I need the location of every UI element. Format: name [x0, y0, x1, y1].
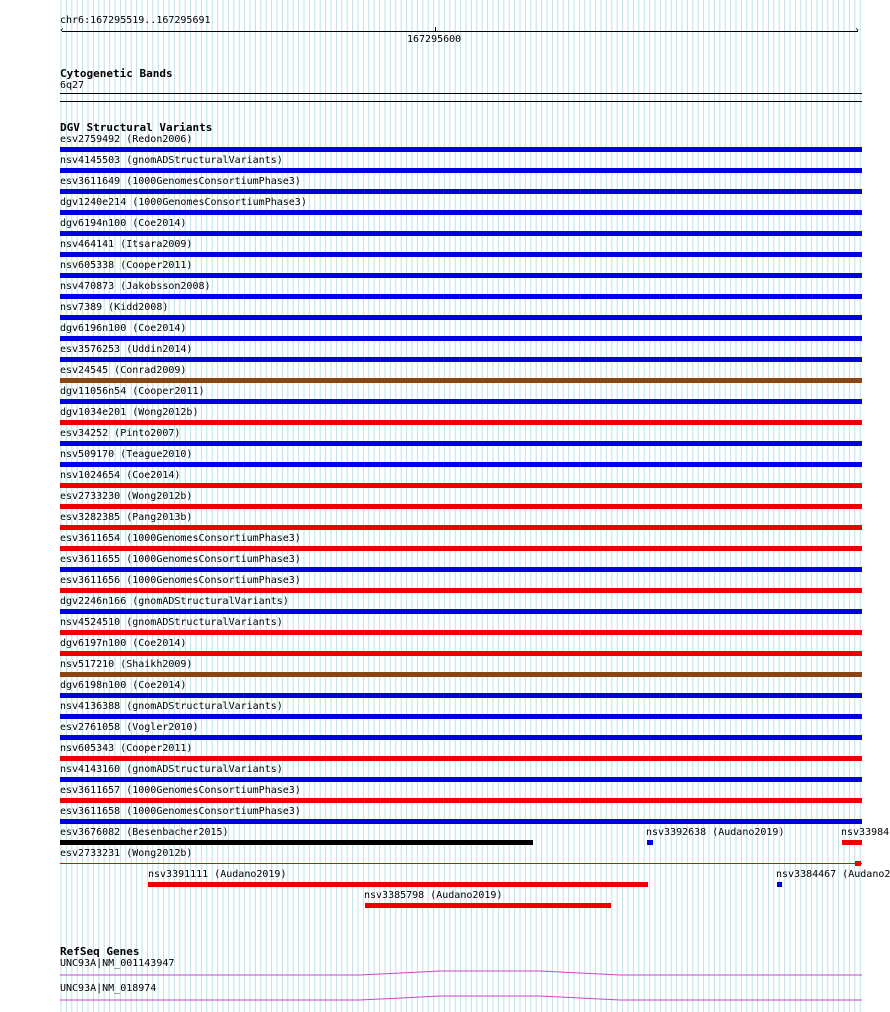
- variant-label[interactable]: esv3611654 (1000GenomesConsortiumPhase3): [60, 533, 301, 544]
- variant-label[interactable]: dgv6194n100 (Coe2014): [60, 218, 187, 229]
- variant-label[interactable]: nsv4524510 (gnomADStructuralVariants): [60, 617, 283, 628]
- variant-label[interactable]: esv3282385 (Pang2013b): [60, 512, 193, 523]
- variant-label[interactable]: nsv605343 (Cooper2011): [60, 743, 193, 754]
- variant-bar[interactable]: [60, 231, 862, 236]
- variant-bar[interactable]: [60, 189, 862, 194]
- variant-label[interactable]: nsv509170 (Teague2010): [60, 449, 193, 460]
- variant-label[interactable]: nsv1024654 (Coe2014): [60, 470, 181, 481]
- variant-bar[interactable]: [60, 546, 862, 551]
- variant-label[interactable]: nsv517210 (Shaikh2009): [60, 659, 193, 670]
- variant-bar-audano-3392638[interactable]: [647, 840, 653, 845]
- cytoband-line-top: [60, 93, 862, 94]
- variant-label[interactable]: dgv1034e201 (Wong2012b): [60, 407, 199, 418]
- variant-label[interactable]: nsv4136388 (gnomADStructuralVariants): [60, 701, 283, 712]
- variant-label[interactable]: dgv6196n100 (Coe2014): [60, 323, 187, 334]
- variant-bar[interactable]: [60, 168, 862, 173]
- variant-label[interactable]: esv3576253 (Uddin2014): [60, 344, 193, 355]
- variant-bar[interactable]: [60, 714, 862, 719]
- variant-label[interactable]: esv24545 (Conrad2009): [60, 365, 187, 376]
- variant-label[interactable]: dgv2246n166 (gnomADStructuralVariants): [60, 596, 289, 607]
- variant-bar[interactable]: [60, 609, 862, 614]
- ruler-tick-label: 167295600: [407, 34, 462, 45]
- ruler-right-arrow[interactable]: ›: [854, 25, 861, 36]
- cytoband-label: 6q27: [60, 80, 85, 91]
- refseq-track-title: RefSeq Genes: [60, 945, 140, 958]
- variant-label[interactable]: esv34252 (Pinto2007): [60, 428, 181, 439]
- dgv-track-title: DGV Structural Variants: [60, 121, 213, 134]
- variant-bar[interactable]: [60, 294, 862, 299]
- variant-bar[interactable]: [60, 336, 862, 341]
- ruler-line: [62, 31, 858, 32]
- variant-bar[interactable]: [60, 819, 862, 824]
- gene-label[interactable]: UNC93A|NM_001143947: [60, 958, 175, 969]
- variant-bar[interactable]: [60, 756, 862, 761]
- ruler-left-arrow[interactable]: ‹: [59, 25, 66, 36]
- variant-bar[interactable]: [60, 504, 862, 509]
- variant-label[interactable]: nsv464141 (Itsara2009): [60, 239, 193, 250]
- variant-bar[interactable]: [60, 777, 862, 782]
- variant-bar[interactable]: [60, 588, 862, 593]
- variant-bar-audano-3385798[interactable]: [365, 903, 611, 908]
- variant-label[interactable]: nsv33984: [841, 827, 890, 838]
- variant-bar[interactable]: [60, 672, 862, 677]
- variant-label[interactable]: nsv3391111 (Audano2019): [148, 869, 287, 880]
- variant-bar[interactable]: [60, 399, 862, 404]
- variant-bar[interactable]: [60, 252, 862, 257]
- variant-bar[interactable]: [60, 693, 862, 698]
- variant-line-wong-2733231: [60, 863, 862, 864]
- variant-label[interactable]: nsv4143160 (gnomADStructuralVariants): [60, 764, 283, 775]
- variant-bar[interactable]: [60, 798, 862, 803]
- variant-label[interactable]: esv3611649 (1000GenomesConsortiumPhase3): [60, 176, 301, 187]
- variant-bar[interactable]: [60, 735, 862, 740]
- variant-label[interactable]: esv2733231 (Wong2012b): [60, 848, 193, 859]
- gene-model-nm-001143947[interactable]: [60, 969, 862, 981]
- variant-bar[interactable]: [60, 210, 862, 215]
- variant-label[interactable]: nsv7389 (Kidd2008): [60, 302, 169, 313]
- variant-label[interactable]: esv3611655 (1000GenomesConsortiumPhase3): [60, 554, 301, 565]
- variant-label[interactable]: esv3611657 (1000GenomesConsortiumPhase3): [60, 785, 301, 796]
- variant-label[interactable]: nsv3392638 (Audano2019): [646, 827, 785, 838]
- variant-label[interactable]: esv2733230 (Wong2012b): [60, 491, 193, 502]
- variant-bar[interactable]: [60, 357, 862, 362]
- variant-bar[interactable]: [60, 567, 862, 572]
- variant-bar[interactable]: [60, 630, 862, 635]
- variant-label[interactable]: esv2761058 (Vogler2010): [60, 722, 199, 733]
- variant-bar-audano-33984[interactable]: [842, 840, 862, 845]
- ruler-tick: [435, 27, 436, 32]
- gene-label[interactable]: UNC93A|NM_018974: [60, 983, 157, 994]
- variant-bar[interactable]: [60, 378, 862, 383]
- variant-label[interactable]: dgv6197n100 (Coe2014): [60, 638, 187, 649]
- variant-label[interactable]: nsv470873 (Jakobsson2008): [60, 281, 211, 292]
- variant-bar[interactable]: [60, 525, 862, 530]
- variant-bar[interactable]: [60, 420, 862, 425]
- variant-label[interactable]: dgv6198n100 (Coe2014): [60, 680, 187, 691]
- variant-bar-audano-3391111[interactable]: [148, 882, 648, 887]
- variant-label[interactable]: dgv1240e214 (1000GenomesConsortiumPhase3): [60, 197, 307, 208]
- cytoband-track-title: Cytogenetic Bands: [60, 67, 173, 80]
- ruler-range-label: chr6:167295519..167295691: [60, 15, 211, 26]
- variant-label[interactable]: dgv11056n54 (Cooper2011): [60, 386, 205, 397]
- variant-bar[interactable]: [60, 651, 862, 656]
- variant-label[interactable]: nsv3385798 (Audano2019): [364, 890, 503, 901]
- variant-bar[interactable]: [60, 483, 862, 488]
- variant-label[interactable]: nsv3384467 (Audano2: [776, 869, 890, 880]
- variant-bar[interactable]: [60, 462, 862, 467]
- cytoband-line-bottom: [60, 101, 862, 102]
- variant-label[interactable]: esv3611656 (1000GenomesConsortiumPhase3): [60, 575, 301, 586]
- variant-label[interactable]: nsv4145503 (gnomADStructuralVariants): [60, 155, 283, 166]
- variant-bar[interactable]: [60, 147, 862, 152]
- variant-bar[interactable]: [60, 273, 862, 278]
- gene-model-nm-018974[interactable]: [60, 994, 862, 1006]
- variant-bar[interactable]: [60, 441, 862, 446]
- variant-bar[interactable]: [60, 315, 862, 320]
- variant-label[interactable]: esv3611658 (1000GenomesConsortiumPhase3): [60, 806, 301, 817]
- variant-bar-besenbacher[interactable]: [60, 840, 533, 845]
- variant-label[interactable]: esv3676082 (Besenbacher2015): [60, 827, 229, 838]
- variant-bar-audano-3384467[interactable]: [777, 882, 782, 887]
- variant-label[interactable]: nsv605338 (Cooper2011): [60, 260, 193, 271]
- variant-label[interactable]: esv2759492 (Redon2006): [60, 134, 193, 145]
